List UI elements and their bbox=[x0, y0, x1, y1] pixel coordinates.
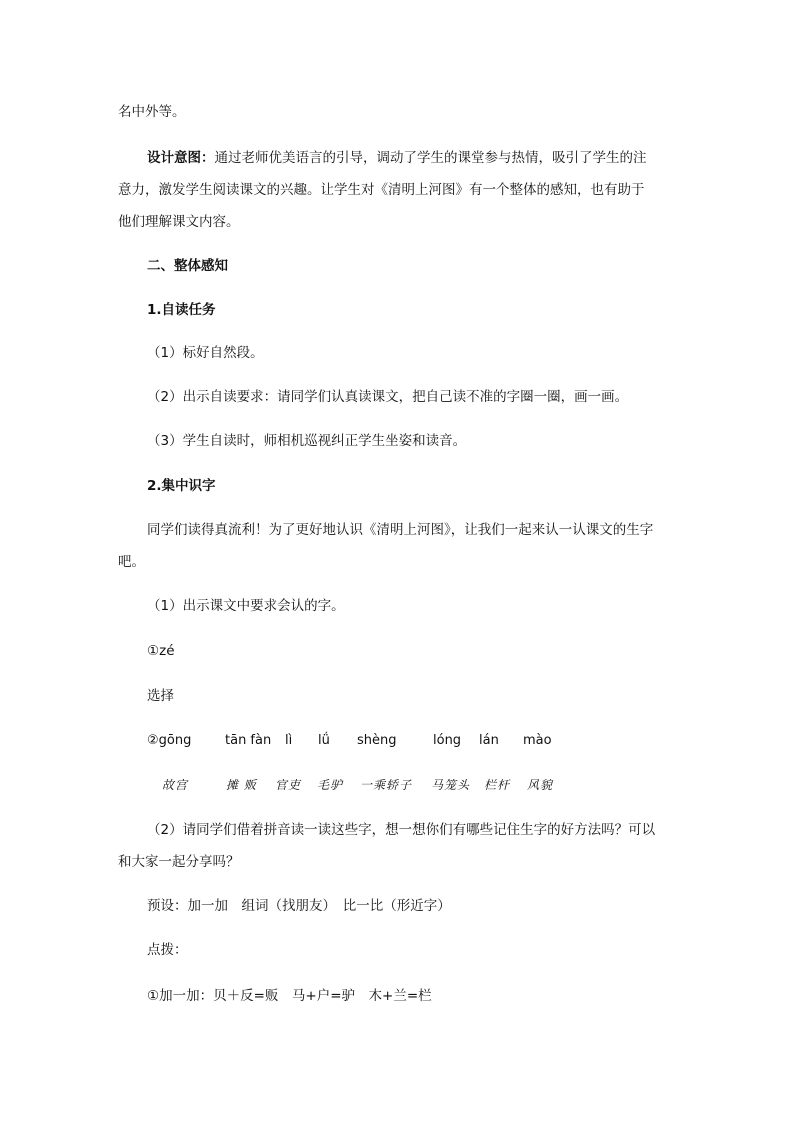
pinyin-item: ①zé bbox=[147, 643, 175, 659]
hint-label: 点拨： bbox=[147, 942, 188, 958]
design-intent-line bbox=[147, 148, 647, 168]
text-line: （2）请同学们借着拼音读一读这些字，想一想你们有哪些记住生字的好方法吗？可以 bbox=[147, 822, 656, 838]
text-line: 名中外等。 bbox=[118, 104, 186, 120]
text-line: 吧。 bbox=[118, 554, 145, 570]
pinyin-word: lì bbox=[285, 733, 293, 748]
character-word: 马笼头 bbox=[431, 778, 471, 792]
pinyin-lead: ②gōng bbox=[147, 733, 192, 748]
subsection-heading: 2.集中识字 bbox=[147, 478, 216, 494]
pinyin-word: shèng bbox=[357, 733, 397, 748]
character-word: 栏杆 bbox=[484, 778, 511, 792]
task-item: （2）出示自读要求：请同学们认真读课文，把自己读不准的字圈一圈，画一画。 bbox=[147, 389, 629, 405]
text-line: 他们理解课文内容。 bbox=[118, 214, 240, 230]
text-line: 同学们读得真流利！为了更好地认识《清明上河图》，让我们一起来认一认课文的生字 bbox=[147, 522, 654, 538]
subsection-heading: 1.自读任务 bbox=[147, 302, 216, 318]
character-word: 摊 贩 bbox=[226, 778, 257, 792]
pinyin-word: lǘ bbox=[318, 733, 330, 748]
pinyin-word: lóng bbox=[433, 733, 462, 748]
task-item: （1）标好自然段。 bbox=[147, 345, 264, 361]
character-word: 毛驴 bbox=[317, 778, 344, 792]
character-word: 一乘轿子 bbox=[360, 778, 413, 792]
character-word: 官吏 bbox=[275, 778, 302, 792]
pinyin-word: lán bbox=[479, 733, 499, 748]
pinyin-word: mào bbox=[523, 733, 552, 748]
task-item: （3）学生自读时，师相机巡视纠正学生坐姿和读音。 bbox=[147, 433, 467, 449]
pinyin-word: tān fàn bbox=[225, 733, 272, 748]
section-heading: 二、整体感知 bbox=[147, 258, 228, 274]
character-word: 风貌 bbox=[527, 778, 554, 792]
character-word: 故宫 bbox=[162, 778, 189, 792]
design-intent-text: 通过老师优美语言的引导，调动了学生的课堂参与热情，吸引了学生的注 bbox=[214, 150, 647, 166]
text-line: （1）出示课文中要求会认的字。 bbox=[147, 598, 345, 614]
text-line: 和大家一起分享吗？ bbox=[118, 854, 240, 870]
design-intent-label: 设计意图： bbox=[147, 150, 215, 166]
preset-line: 预设：加一加 组词（找朋友） 比一比（形近字） bbox=[147, 898, 451, 914]
hint-item: ①加一加：贝＋反=贩 马+户=驴 木+兰=栏 bbox=[147, 988, 432, 1004]
character-item: 选择 bbox=[147, 688, 174, 704]
text-line: 意力，激发学生阅读课文的兴趣。让学生对《清明上河图》有一个整体的感知，也有助于 bbox=[118, 182, 645, 198]
